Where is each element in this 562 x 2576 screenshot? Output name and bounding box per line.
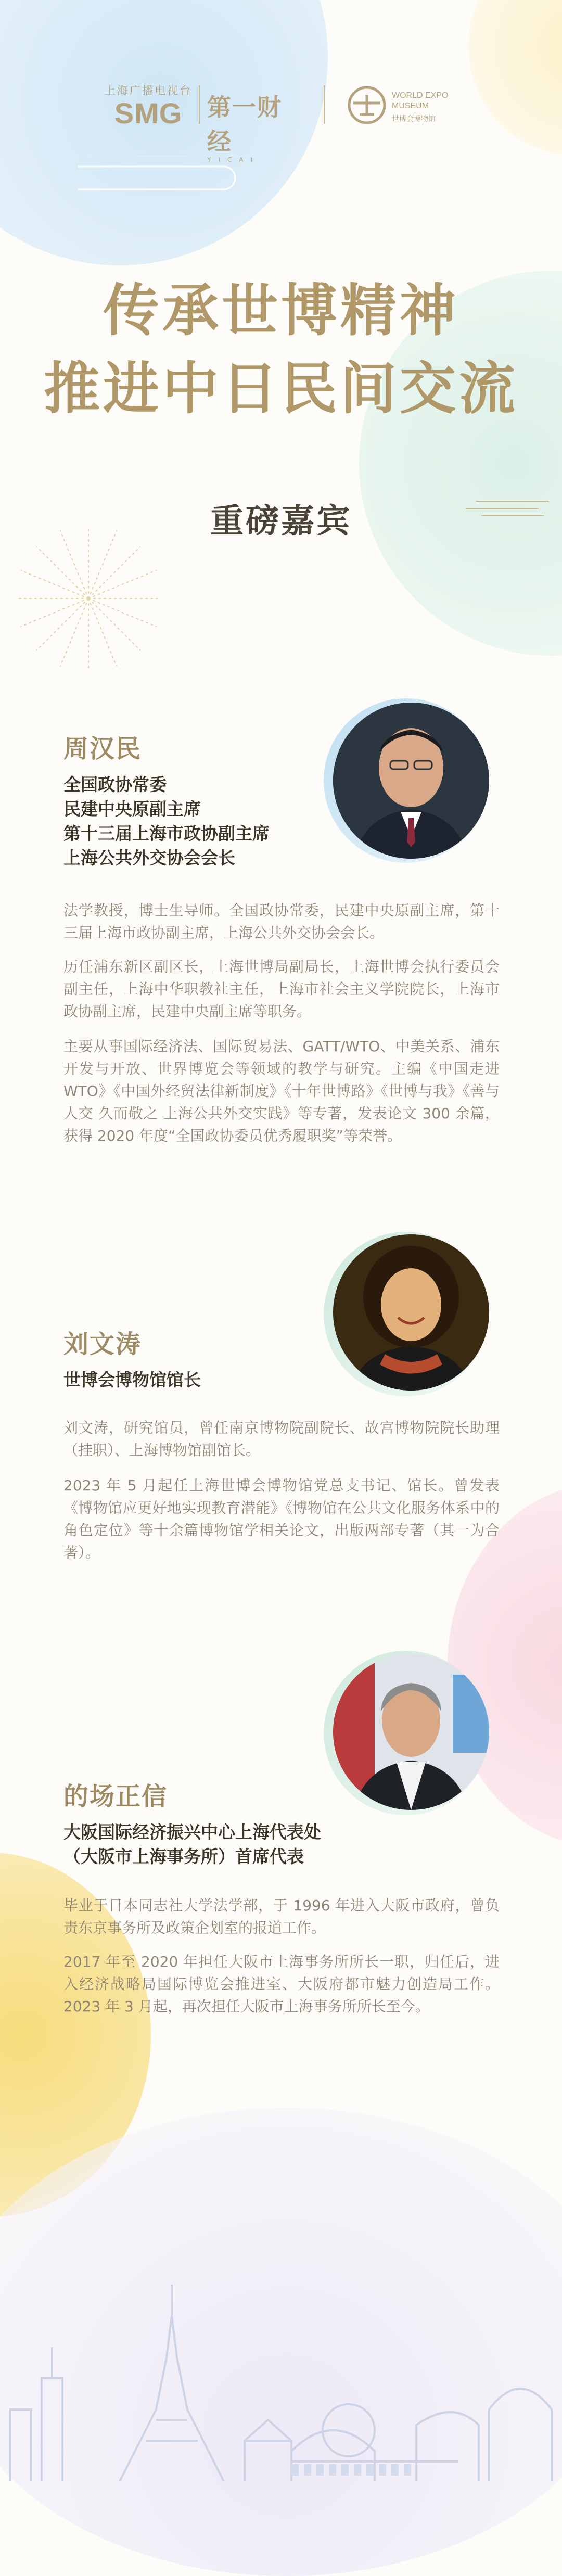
guest-bio-paragraph: 历任浦东新区副区长，上海世博局副局长，上海世博会执行委员会副主任，上海中华职教社主任，上海市社会主义学院院长，上海市政协副主席，民建中央副主席等职务。 <box>63 958 500 1020</box>
section-title-guests: 重磅嘉宾 <box>210 502 352 541</box>
smg-logo <box>104 82 193 129</box>
guest-photo-matoba-masanobu <box>333 1654 489 1810</box>
smg-logo-en: SMG <box>114 97 183 130</box>
guest-name: 周汉民 <box>63 734 142 763</box>
guest-role-line: 大阪国际经济振兴中心上海代表处 <box>63 1822 321 1842</box>
guest-bio-paragraph: 主要从事国际经济法、国际贸易法、GATT/WTO、中美关系、浦东开发与开放、世界博览会等领域的教学与研究。主编《中国走进 WTO》《中国外经贸法律新制度》《十年世博路》《世博与我》《善与人交 久而敬之 上海公共外交实践》等专著，发表论文 300 余篇，获得 2020 年度“全国政协委员优秀履职奖”等荣誉。 <box>63 1038 500 1144</box>
yicai-logo <box>207 88 306 163</box>
guest-role-line: （大阪市上海事务所）首席代表 <box>63 1846 304 1867</box>
logo-divider <box>324 85 325 124</box>
logo-bar <box>0 78 562 163</box>
portrait-avatar-icon <box>333 703 489 859</box>
guest-bio-paragraph: 毕业于日本同志社大学法学部，于 1996 年进入大阪市政府，曾负责东京事务所及政策企划室的报道工作。 <box>63 1897 500 1936</box>
guest-photo-zhou-hanmin <box>333 703 489 859</box>
portrait-avatar-icon <box>333 1234 489 1391</box>
guest-role-line: 第十三届上海市政协副主席 <box>63 823 270 844</box>
expo-logo-cn: 世博会博物馆 <box>392 115 436 123</box>
guest-role-line: 上海公共外交协会会长 <box>63 848 235 868</box>
portrait-avatar-icon <box>333 1654 489 1810</box>
guest-name: 的场正信 <box>63 1782 168 1811</box>
expo-logo-en: WORLD EXPO MUSEUM <box>392 91 449 110</box>
skyline-illustration <box>0 2253 562 2481</box>
yicai-logo-en: YICAI <box>207 156 260 163</box>
guest-role-line: 全国政协常委 <box>63 774 167 795</box>
guest-bio-paragraph: 法学教授，博士生导师。全国政协常委，民建中央原副主席，第十三届上海市政协副主席，上海公共外交协会会长。 <box>63 902 500 941</box>
world-expo-museum-emblem-icon <box>346 84 388 126</box>
smg-logo-cn: 上海广播电视台 <box>105 84 192 97</box>
guest-name: 刘文涛 <box>63 1330 142 1359</box>
guest-role-line: 民建中央原副主席 <box>63 799 201 819</box>
headline-line-1: 传承世博精神 <box>103 278 459 343</box>
decor-firework-burst <box>10 520 167 677</box>
yicai-logo-cn: 第一财经 <box>207 93 282 156</box>
logo-divider <box>199 85 200 124</box>
world-expo-museum-logo <box>346 82 471 129</box>
headline-line-2: 推进中日民间交流 <box>43 356 518 422</box>
guest-role-line: 世博会博物馆馆长 <box>63 1370 201 1390</box>
guest-bio-paragraph: 2017 年至 2020 年担任大阪市上海事务所所长一职，归任后，进入经济战略局国际博览会推进室、大阪府都市魅力创造局工作。2023 年 3 月起，再次担任大阪市上海事务所所长至今。 <box>63 1953 500 2015</box>
guest-photo-liu-wentao <box>333 1234 489 1391</box>
guest-bio-paragraph: 2023 年 5 月起任上海世博会博物馆党总支书记、馆长。曾发表《博物馆应更好地实现教育潜能》《博物馆在公共文化服务体系中的角色定位》等十余篇博物馆学相关论文，出版两部专著（其一为合著）。 <box>63 1477 500 1561</box>
guest-bio-paragraph: 刘文涛，研究馆员，曾任南京博物院副院长、故宫博物院院长助理（挂职）、上海博物馆副馆长。 <box>63 1419 500 1459</box>
